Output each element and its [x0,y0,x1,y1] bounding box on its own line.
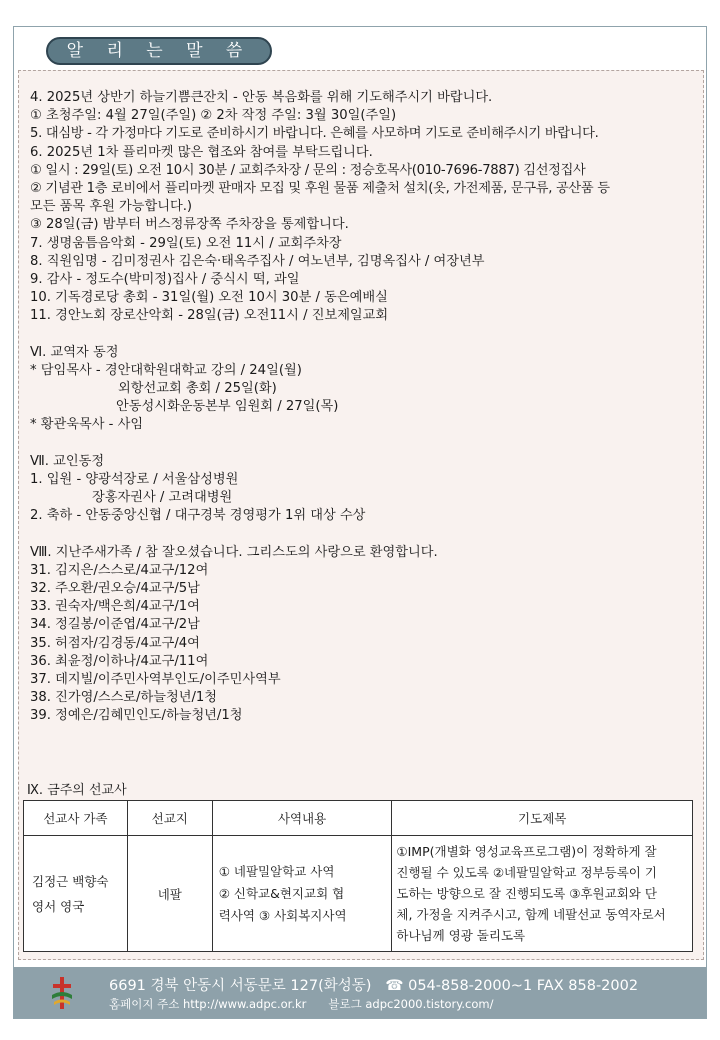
announcement-line: 모든 품목 후원 가능합니다.) [30,199,193,215]
announcement-line: * 황관욱목사 - 사임 [30,417,144,433]
new-family-item: 38. 진가영/스스로/하늘청년/1청 [30,690,218,706]
page-title: 알 리 는 말 씀 [46,37,272,65]
announcement-line: 6. 2025년 1차 플리마켓 많은 협조와 참여를 부탁드립니다. [30,144,373,160]
cross-logo-icon [49,975,75,1011]
col-header-family: 선교사 가족 [24,801,128,836]
announcement-line: 10. 기독경로당 총회 - 31일(월) 오전 10시 30분 / 동은예배실 [30,290,388,306]
announcement-line: 외항선교회 총회 / 25일(화) [118,381,277,396]
footer-web-line [109,996,494,1012]
footer-bar [14,967,706,1018]
footer-phone: 054-858-2000~1 FAX 858-2002 [408,978,639,994]
announcement-list [30,89,700,726]
footer-homepage-link[interactable]: 홈페이지 주소 http://www.adpc.or.kr [109,997,307,1011]
footer-address: 6691 경북 안동시 서동문로 127(화성동) [109,978,372,994]
announcement-line: 1. 입원 - 양광석장로 / 서울삼성병원 [30,471,239,487]
new-family-item: 35. 허점자/김경동/4교구/4여 [30,635,200,651]
prayer-line: 진행될 수 있도록 ②네팔밀알학교 정부등록이 기 [396,865,657,880]
family-line: 영서 영국 [32,898,85,914]
work-line: 력사역 ③ 사회복지사역 [218,907,347,923]
announcement-line: ③ 28일(금) 밤부터 버스정류장쪽 주차장을 통제합니다. [30,217,349,233]
col-header-country: 선교지 [127,801,212,836]
new-family-item: 39. 정예은/김혜민인도/하늘청년/1청 [30,708,243,724]
work-line: ① 네팔밀알학교 사역 [218,863,335,879]
prayer-line: ①IMP(개별화 영성교육프로그램)이 정확하게 잘 [396,844,657,859]
cell-prayer [392,836,693,952]
work-line: ② 신학교&현지교회 협 [218,885,345,901]
announcement-line: 9. 감사 - 정도수(박미정)집사 / 중식시 떡, 과일 [30,271,300,287]
new-family-item: 36. 최윤정/이하나/4교구/11여 [30,653,209,669]
col-header-prayer: 기도제목 [392,801,693,836]
announcement-line: 안동성시화운동본부 임원회 / 27일(목) [116,399,339,415]
prayer-line: 체, 가정을 지켜주시고, 함께 네팔선교 동역자로서 [396,907,666,922]
announcement-line: 5. 대심방 - 각 가정마다 기도로 준비하시기 바랍니다. 은혜를 사모하며 기도로 준비해주시기 바랍니다. [30,126,599,142]
new-family-item: 37. 데지빌/이주민사역부인도/이주민사역부 [30,672,281,687]
announcement-line: 11. 경안노회 장로산악회 - 28일(금) 오전11시 / 진보제일교회 [30,308,389,324]
new-family-item: 34. 정길봉/이준엽/4교구/2남 [30,617,200,633]
announcement-line: * 담임목사 - 경안대학원대학교 강의 / 24일(월) [30,362,302,378]
footer-blog-link[interactable]: 블로그 adpc2000.tistory.com/ [328,997,494,1011]
new-family-item: 31. 김지은/스스로/4교구/12여 [30,562,209,578]
announcement-line: 7. 생명움틈음악회 - 29일(토) 오전 11시 / 교회주차장 [30,235,342,251]
spacer [30,435,700,453]
family-line: 김정근 백향숙 [32,873,109,889]
cell-family [24,836,128,952]
announcement-line: 8. 직원임명 - 김미정권사 김은숙·태옥주집사 / 여노년부, 김명옥집사 / 여장년부 [30,253,485,269]
spacer [30,526,700,544]
announcement-line: ① 초청주일: 4월 27일(주일) ② 2차 작정 주일: 3월 30일(주일) [30,108,397,124]
section-heading: Ⅷ. 지난주새가족 / 참 잘오셨습니다. 그리스도의 사랑으로 환영합니다. [30,544,438,560]
mission-section-label: Ⅸ. 금주의 선교사 [27,783,127,798]
footer-address-line [109,974,638,995]
new-family-item: 33. 권숙자/백은희/4교구/1여 [30,599,200,615]
table-row [24,836,693,952]
spacer [30,325,700,343]
announcement-line: 2. 축하 - 안동중앙신협 / 대구경북 경영평가 1위 대상 수상 [30,508,366,524]
prayer-line: 하나님께 영광 돌리도록 [396,928,526,943]
phone-icon: ☎ [385,978,404,994]
cell-work [212,836,392,952]
cell-country: 네팔 [127,836,212,952]
announcement-line: ② 기념관 1층 로비에서 플리마켓 판매자 모집 및 후원 물품 제출처 설치(옷, 가전제품, 문구류, 공산품 등 [30,180,610,196]
col-header-work: 사역내용 [212,801,392,836]
section-heading: Ⅵ. 교역자 동정 [30,344,119,360]
announcement-line: 장홍자권사 / 고려대병원 [92,490,233,506]
missionary-table [23,800,693,952]
announcement-line: ① 일시 : 29일(토) 오전 10시 30분 / 교회주차장 / 문의 : 정승호목사(010-7696-7887) 김선정집사 [30,162,586,178]
announcement-line: 4. 2025년 상반기 하늘기쁨큰잔치 - 안동 복음화를 위해 기도해주시기 바랍니다. [30,90,493,105]
section-heading: Ⅶ. 교인동정 [30,453,105,469]
table-header-row [24,801,693,836]
prayer-line: 도하는 방향으로 잘 진행되도록 ③후원교회와 단 [396,886,657,901]
new-family-item: 32. 주오환/권오승/4교구/5남 [30,581,200,597]
